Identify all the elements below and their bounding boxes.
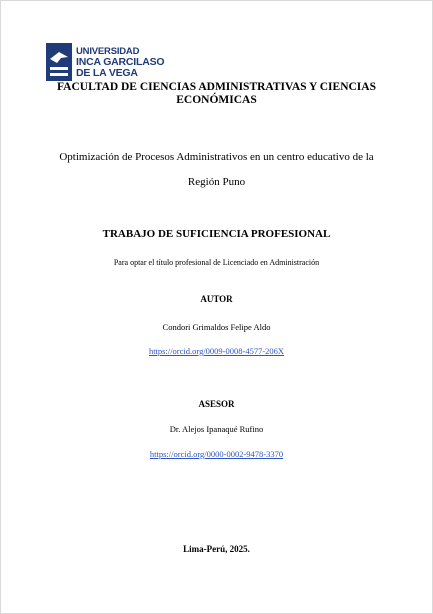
logo-line-3: DE LA VEGA	[76, 66, 138, 79]
university-logo	[46, 41, 166, 83]
faculty-line-1: FACULTAD DE CIENCIAS ADMINISTRATIVAS Y CIENCIAS	[57, 81, 376, 93]
advisor-label: ASESOR	[198, 399, 235, 409]
logo-line-2: INCA GARCILASO	[76, 55, 165, 68]
author-orcid-link[interactable]: https://orcid.org/0009-0008-4577-206X	[148, 346, 285, 356]
author-name: Condori Grimaldos Felipe Aldo	[162, 322, 271, 332]
place-and-date: Lima-Perú, 2025.	[183, 544, 250, 554]
degree-purpose: Para optar el título profesional de Licenciado en Administración	[113, 258, 320, 267]
thesis-title-line-2: Región Puno	[187, 176, 246, 188]
work-type-heading: TRABAJO DE SUFICIENCIA PROFESIONAL	[102, 228, 331, 240]
advisor-name: Dr. Alejos Ipanaqué Rufino	[169, 424, 264, 434]
faculty-heading	[1, 81, 432, 107]
author-orcid-row	[1, 346, 432, 356]
advisor-orcid-link[interactable]: https://orcid.org/0000-0002-9478-3370	[149, 449, 284, 459]
author-label: AUTOR	[200, 294, 233, 304]
thesis-title-line-1: Optimización de Procesos Administrativos en un centro educativo de la	[59, 151, 374, 163]
logo-wordmark	[76, 46, 164, 79]
advisor-orcid-row	[1, 449, 432, 459]
logo-line-1: UNIVERSIDAD	[76, 45, 140, 57]
faculty-line-2: ECONÓMICAS	[176, 94, 257, 106]
university-emblem-icon	[46, 43, 72, 81]
